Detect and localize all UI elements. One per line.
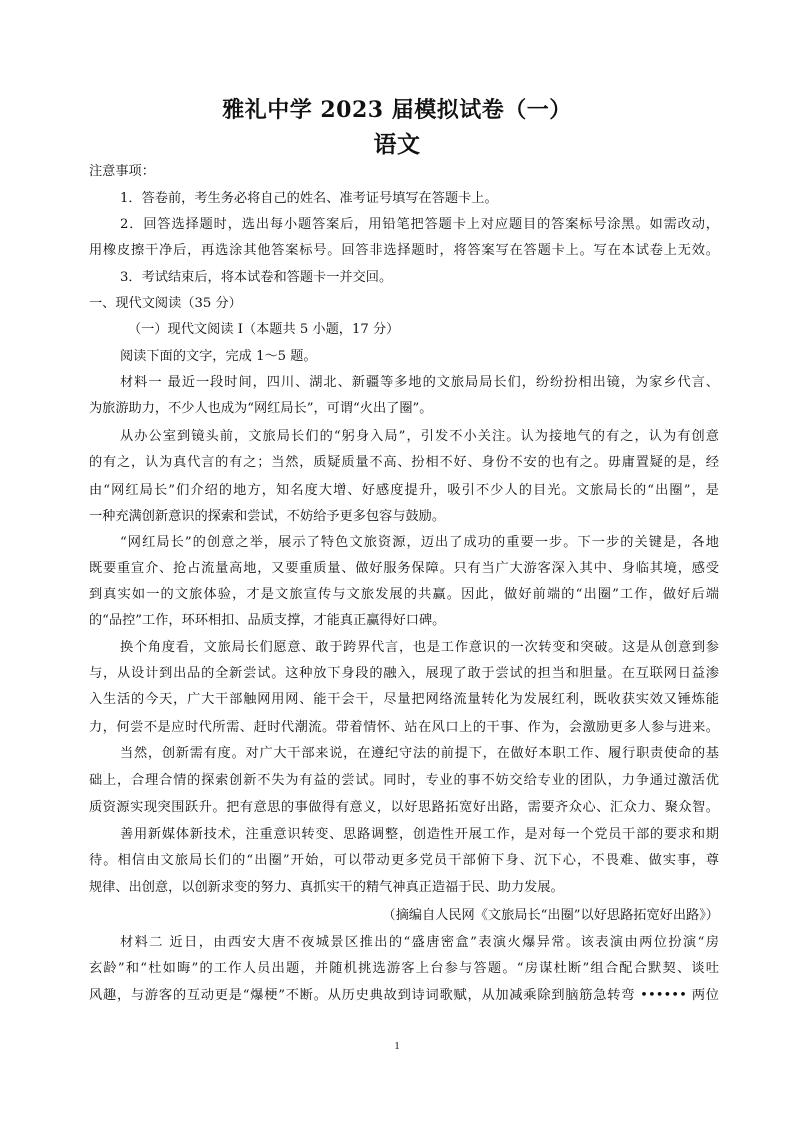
reading-instruction: 阅读下面的文字，完成 1～5 题。 <box>120 349 317 364</box>
material1-line: 的“品控”工作，环环相扣、品质支撑，才能真正赢得好口碑。 <box>89 613 446 628</box>
notice-item-2-line-2: 用橡皮擦干净后，再选涂其他答案标号。回答非选择题时，将答案写在答题卡上。写在本试卷上无效。 <box>89 243 719 258</box>
material1-line: 质资源实现突围跃升。把有意思的事做得有意义，以好思路拓宽好出路，需要齐众心、汇众力、聚众智。 <box>89 800 719 815</box>
material1-line: 规律、出创意，以创新求变的努力、真抓实干的精气神真正造福于民、助力发展。 <box>89 880 564 895</box>
notice-item-1: 1．答卷前，考生务必将自己的姓名、准考证号填写在答题卡上。 <box>120 191 498 206</box>
subsection-heading: （一）现代文阅读 I（本题共 5 小题，17 分） <box>128 322 400 337</box>
material1-line: 待。相信由文旅局长们的“出圈”开始，可以带动更多党员干部俯下身、沉下心，不畏难、做实事，尊 <box>89 853 719 868</box>
material1-line: 础上，合理合情的探索创新不失为有益的尝试。同时，专业的事不妨交给专业的团队，力争通过激活优 <box>89 773 719 788</box>
material2-line: 材料二 近日，由西安大唐不夜城景区推出的“盛唐密盒”表演火爆异常。该表演由两位扮演“房 <box>120 935 719 950</box>
material1-line: 换个角度看，文旅局长们愿意、敢于跨界代言，也是工作意识的一次转变和突破。这是从创意到参 <box>120 640 719 655</box>
material1-line: “网红局长”的创意之举，展示了特色文旅资源，迈出了成功的重要一步。下一步的关键是，各地 <box>120 535 719 550</box>
material1-line: 由“网红局长”们介绍的地方，知名度大增、好感度提升，吸引不少人的目光。文旅局长的“出圈”，是 <box>89 483 719 498</box>
material2-line: 玄龄”和“杜如晦”的工作人员出题，并随机挑选游客上台参与答题。“房谋杜断”组合配合默契、谈吐 <box>89 961 719 976</box>
page-number: 1 <box>394 1040 400 1052</box>
material1-line: 力，何尝不是应时代所需、赶时代潮流。带着情怀、站在风口上的干事、作为，会激励更多人参与进来。 <box>89 720 719 735</box>
material1-line: 材料一 最近一段时间，四川、湖北、新疆等多地的文旅局局长们，纷纷扮相出镜，为家乡代言、 <box>120 375 719 390</box>
notice-item-3: 3．考试结束后，将本试卷和答题卡一并交回。 <box>120 270 393 285</box>
material1-line: 到真实如一的文旅体验，才是文旅宣传与文旅发展的共赢。因此，做好前端的“出圈”工作，做好后端 <box>89 587 719 602</box>
material2-line: 风趣，与游客的互动更是“爆梗”不断。从历史典故到诗词歌赋，从加减乘除到脑筋急转弯 •••••• 两位 <box>89 988 719 1003</box>
material1-line: 从办公室到镜头前，文旅局长们的“躬身入局”，引发不小关注。认为接地气的有之，认为有创意 <box>120 429 719 444</box>
material1-source: （摘编自人民网《文旅局长“出圈”以好思路拓宽好出路》） <box>382 908 719 923</box>
material1-line: 与，从设计到出品的全新尝试。这种放下身段的融入，展现了敢于尝试的担当和胆量。在互联网日益渗 <box>89 666 719 681</box>
notice-heading: 注意事项： <box>89 164 155 179</box>
exam-title: 雅礼中学 2023 届模拟试卷（一） <box>222 97 572 123</box>
material1-line: 既要重宣介、抢占流量高地，又要重质量、做好服务保障。只有当广大游客深入其中、身临其境，感受 <box>89 561 719 576</box>
material1-line: 为旅游助力，不少人也成为“网红局长”，可谓“火出了圈”。 <box>89 401 433 416</box>
material1-line: 当然，创新需有度。对广大干部来说，在遵纪守法的前提下，在做好本职工作、履行职责使命的基 <box>120 746 719 761</box>
material1-line: 一种充满创新意识的探索和尝试，不妨给予更多包容与鼓励。 <box>89 509 446 524</box>
subject-title: 语文 <box>373 131 421 158</box>
notice-item-2-line-1: 2．回答选择题时，选出每小题答案后，用铅笔把答题卡上对应题目的答案标号涂黑。如需改动， <box>120 217 719 232</box>
section-heading: 一、现代文阅读（35 分） <box>89 296 242 311</box>
material1-line: 入生活的今天，广大干部触网用网、能干会干，尽量把网络流量转化为发展红利，既收获实效又锤炼能 <box>89 692 719 707</box>
material1-line: 的有之，认为真代言的有之；当然，质疑质量不高、扮相不好、身份不安的也有之。毋庸置疑的是，经 <box>89 455 719 470</box>
material1-line: 善用新媒体新技术，注重意识转变、思路调整，创造性开展工作，是对每一个党员干部的要求和期 <box>120 827 719 842</box>
